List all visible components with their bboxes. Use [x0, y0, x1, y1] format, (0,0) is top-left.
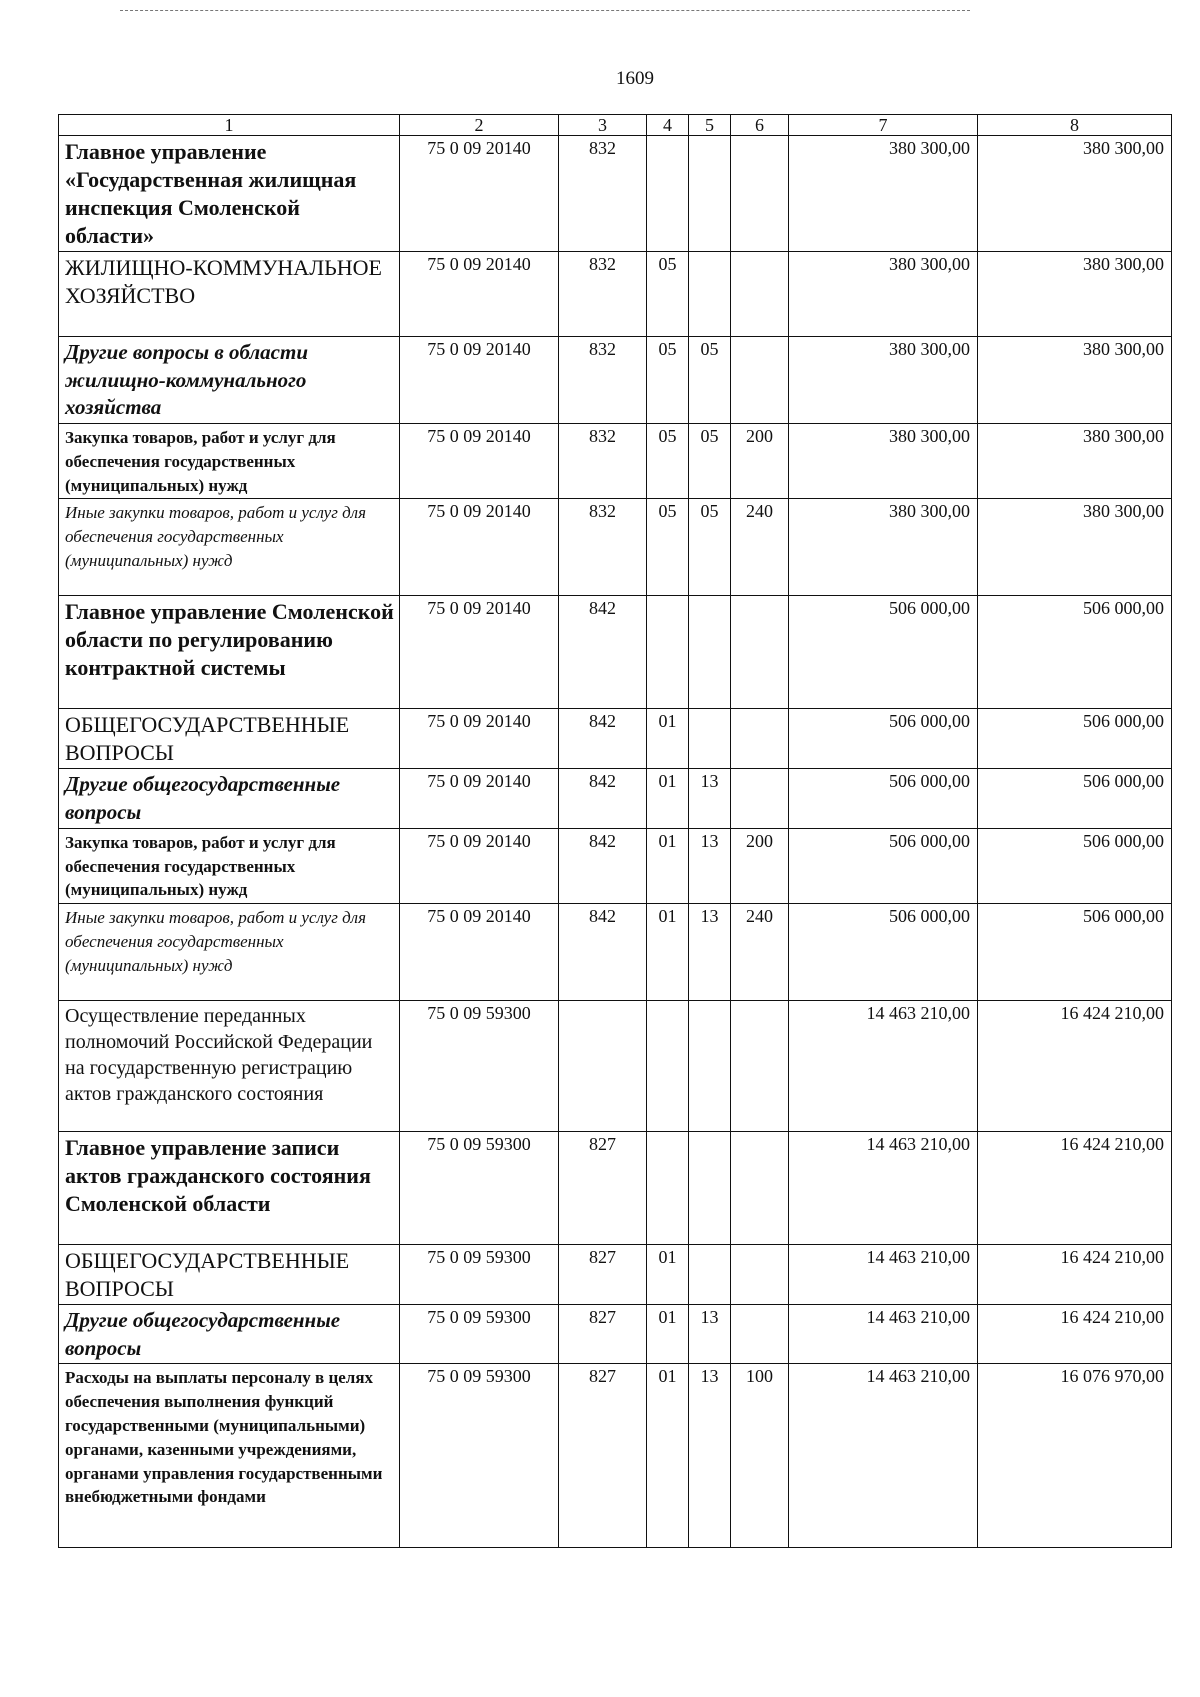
subsection-code-cell: [689, 1132, 731, 1245]
admin-code-cell: 832: [559, 499, 647, 596]
table-row: [59, 828, 1172, 903]
expense-type-cell: 100: [731, 1364, 789, 1548]
amount-year2-cell: 16 424 210,00: [978, 1305, 1172, 1364]
admin-code-cell: 827: [559, 1305, 647, 1364]
amount-year2-cell: 380 300,00: [978, 499, 1172, 596]
admin-code-cell: 842: [559, 596, 647, 709]
row-name-cell: Иные закупки товаров, работ и услуг для обеспечения государственных (муниципальных) нужд: [59, 904, 400, 1001]
col-header-7: 7: [789, 115, 978, 136]
top-scan-rule: [120, 10, 970, 11]
page-number: 1609: [616, 68, 654, 89]
expense-type-cell: [731, 1001, 789, 1132]
amount-year2-cell: 506 000,00: [978, 828, 1172, 903]
amount-year1-cell: 380 300,00: [789, 136, 978, 252]
admin-code-cell: 827: [559, 1132, 647, 1245]
subsection-code-cell: [689, 1245, 731, 1305]
subsection-code-cell: [689, 251, 731, 336]
row-name-cell: Главное управление записи актов гражданского состояния Смоленской области: [59, 1132, 400, 1245]
col-header-5: 5: [689, 115, 731, 136]
section-code-cell: 01: [647, 769, 689, 828]
col-header-1: 1: [59, 115, 400, 136]
amount-year1-cell: 380 300,00: [789, 336, 978, 423]
expense-type-cell: 200: [731, 828, 789, 903]
section-code-cell: 01: [647, 1245, 689, 1305]
admin-code-cell: 842: [559, 828, 647, 903]
amount-year1-cell: 506 000,00: [789, 769, 978, 828]
table-row: [59, 424, 1172, 499]
row-name-cell: Закупка товаров, работ и услуг для обеспечения государственных (муниципальных) нужд: [59, 828, 400, 903]
target-code-cell: 75 0 09 59300: [400, 1132, 559, 1245]
amount-year2-cell: 506 000,00: [978, 709, 1172, 769]
admin-code-cell: 842: [559, 769, 647, 828]
table-row: [59, 251, 1172, 336]
row-name-cell: Другие общегосударственные вопросы: [59, 769, 400, 828]
row-name-cell: Иные закупки товаров, работ и услуг для обеспечения государственных (муниципальных) нужд: [59, 499, 400, 596]
expense-type-cell: [731, 769, 789, 828]
expense-type-cell: [731, 251, 789, 336]
expense-type-cell: [731, 136, 789, 252]
expense-type-cell: [731, 596, 789, 709]
expense-type-cell: 240: [731, 499, 789, 596]
expense-type-cell: [731, 336, 789, 423]
admin-code-cell: 827: [559, 1364, 647, 1548]
target-code-cell: 75 0 09 20140: [400, 709, 559, 769]
row-name-cell: Главное управление Смоленской области по регулированию контрактной системы: [59, 596, 400, 709]
target-code-cell: 75 0 09 59300: [400, 1001, 559, 1132]
amount-year1-cell: 380 300,00: [789, 424, 978, 499]
target-code-cell: 75 0 09 20140: [400, 904, 559, 1001]
amount-year2-cell: 16 424 210,00: [978, 1132, 1172, 1245]
amount-year1-cell: 506 000,00: [789, 596, 978, 709]
expense-type-cell: 240: [731, 904, 789, 1001]
row-name-cell: Осуществление переданных полномочий Российской Федерации на государственную регистрацию актов гражданского состояния: [59, 1001, 400, 1132]
subsection-code-cell: 13: [689, 769, 731, 828]
table-row: [59, 904, 1172, 1001]
amount-year2-cell: 16 424 210,00: [978, 1001, 1172, 1132]
section-code-cell: 05: [647, 424, 689, 499]
section-code-cell: 01: [647, 709, 689, 769]
section-code-cell: 01: [647, 828, 689, 903]
target-code-cell: 75 0 09 59300: [400, 1245, 559, 1305]
target-code-cell: 75 0 09 20140: [400, 424, 559, 499]
amount-year1-cell: 14 463 210,00: [789, 1001, 978, 1132]
admin-code-cell: 832: [559, 424, 647, 499]
subsection-code-cell: [689, 1001, 731, 1132]
amount-year1-cell: 380 300,00: [789, 251, 978, 336]
subsection-code-cell: 13: [689, 828, 731, 903]
table-row: [59, 1132, 1172, 1245]
amount-year1-cell: 14 463 210,00: [789, 1305, 978, 1364]
expense-type-cell: [731, 709, 789, 769]
expense-type-cell: [731, 1132, 789, 1245]
col-header-2: 2: [400, 115, 559, 136]
target-code-cell: 75 0 09 59300: [400, 1305, 559, 1364]
row-name-cell: ОБЩЕГОСУДАРСТВЕННЫЕ ВОПРОСЫ: [59, 709, 400, 769]
amount-year1-cell: 380 300,00: [789, 499, 978, 596]
section-code-cell: [647, 1001, 689, 1132]
target-code-cell: 75 0 09 20140: [400, 136, 559, 252]
section-code-cell: 01: [647, 1305, 689, 1364]
table-row: [59, 1305, 1172, 1364]
col-header-6: 6: [731, 115, 789, 136]
subsection-code-cell: [689, 596, 731, 709]
row-name-cell: Другие вопросы в области жилищно-коммунального хозяйства: [59, 336, 400, 423]
table-row: [59, 709, 1172, 769]
admin-code-cell: 827: [559, 1245, 647, 1305]
col-header-4: 4: [647, 115, 689, 136]
row-name-cell: Другие общегосударственные вопросы: [59, 1305, 400, 1364]
admin-code-cell: 842: [559, 904, 647, 1001]
row-name-cell: Закупка товаров, работ и услуг для обеспечения государственных (муниципальных) нужд: [59, 424, 400, 499]
row-name-cell: ЖИЛИЩНО-КОММУНАЛЬНОЕ ХОЗЯЙСТВО: [59, 251, 400, 336]
admin-code-cell: 832: [559, 136, 647, 252]
expense-type-cell: [731, 1305, 789, 1364]
subsection-code-cell: 13: [689, 904, 731, 1001]
section-code-cell: [647, 596, 689, 709]
amount-year1-cell: 14 463 210,00: [789, 1132, 978, 1245]
subsection-code-cell: [689, 136, 731, 252]
amount-year2-cell: 380 300,00: [978, 136, 1172, 252]
amount-year1-cell: 14 463 210,00: [789, 1364, 978, 1548]
subsection-code-cell: 05: [689, 499, 731, 596]
col-header-8: 8: [978, 115, 1172, 136]
subsection-code-cell: [689, 709, 731, 769]
table-row: [59, 336, 1172, 423]
amount-year1-cell: 506 000,00: [789, 709, 978, 769]
amount-year1-cell: 506 000,00: [789, 828, 978, 903]
admin-code-cell: 842: [559, 709, 647, 769]
subsection-code-cell: 05: [689, 336, 731, 423]
section-code-cell: 05: [647, 336, 689, 423]
budget-table: [58, 114, 1172, 1548]
target-code-cell: 75 0 09 20140: [400, 828, 559, 903]
target-code-cell: 75 0 09 20140: [400, 251, 559, 336]
amount-year2-cell: 380 300,00: [978, 251, 1172, 336]
amount-year2-cell: 506 000,00: [978, 596, 1172, 709]
amount-year2-cell: 506 000,00: [978, 769, 1172, 828]
header-row: [59, 115, 1172, 136]
section-code-cell: 05: [647, 499, 689, 596]
col-header-3: 3: [559, 115, 647, 136]
amount-year2-cell: 16 076 970,00: [978, 1364, 1172, 1548]
table-row: [59, 1001, 1172, 1132]
target-code-cell: 75 0 09 20140: [400, 769, 559, 828]
subsection-code-cell: 13: [689, 1305, 731, 1364]
admin-code-cell: 832: [559, 336, 647, 423]
row-name-cell: Главное управление «Государственная жилищная инспекция Смоленской области»: [59, 136, 400, 252]
expense-type-cell: 200: [731, 424, 789, 499]
subsection-code-cell: 13: [689, 1364, 731, 1548]
target-code-cell: 75 0 09 20140: [400, 596, 559, 709]
amount-year1-cell: 14 463 210,00: [789, 1245, 978, 1305]
table-row: [59, 1245, 1172, 1305]
amount-year2-cell: 16 424 210,00: [978, 1245, 1172, 1305]
table-row: [59, 596, 1172, 709]
admin-code-cell: 832: [559, 251, 647, 336]
section-code-cell: 01: [647, 904, 689, 1001]
row-name-cell: ОБЩЕГОСУДАРСТВЕННЫЕ ВОПРОСЫ: [59, 1245, 400, 1305]
target-code-cell: 75 0 09 20140: [400, 499, 559, 596]
subsection-code-cell: 05: [689, 424, 731, 499]
section-code-cell: [647, 1132, 689, 1245]
section-code-cell: [647, 136, 689, 252]
target-code-cell: 75 0 09 59300: [400, 1364, 559, 1548]
table-row: [59, 136, 1172, 252]
section-code-cell: 05: [647, 251, 689, 336]
amount-year2-cell: 380 300,00: [978, 424, 1172, 499]
amount-year2-cell: 506 000,00: [978, 904, 1172, 1001]
amount-year1-cell: 506 000,00: [789, 904, 978, 1001]
row-name-cell: Расходы на выплаты персоналу в целях обеспечения выполнения функций государственными (муниципальными) органами, казенными учреждениями, органами управления государственными внебюджетными фондами: [59, 1364, 400, 1548]
table-row: [59, 1364, 1172, 1548]
table-row: [59, 499, 1172, 596]
table-row: [59, 769, 1172, 828]
target-code-cell: 75 0 09 20140: [400, 336, 559, 423]
admin-code-cell: [559, 1001, 647, 1132]
amount-year2-cell: 380 300,00: [978, 336, 1172, 423]
expense-type-cell: [731, 1245, 789, 1305]
section-code-cell: 01: [647, 1364, 689, 1548]
